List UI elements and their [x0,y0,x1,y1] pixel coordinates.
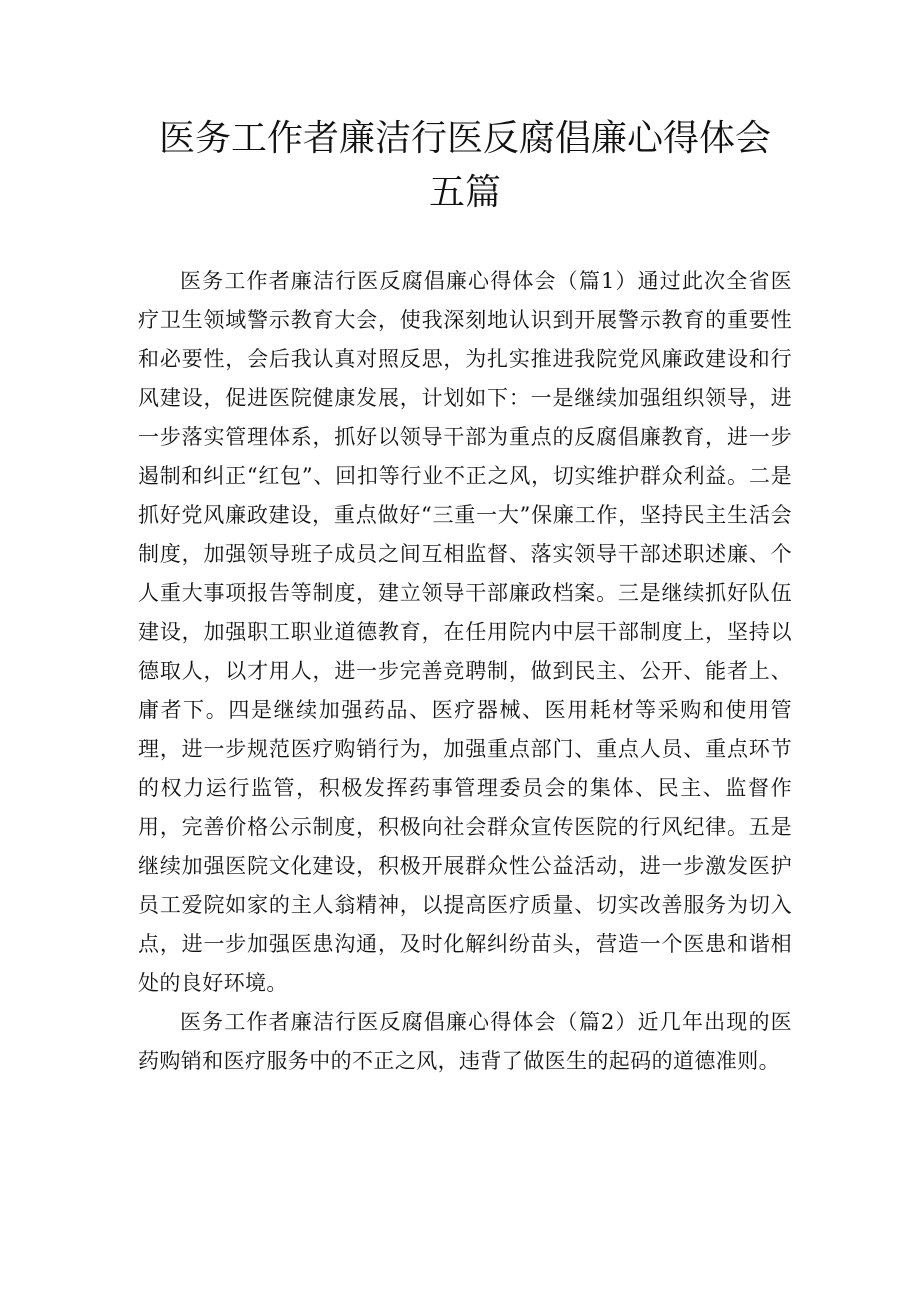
paragraph-2: 医务工作者廉洁行医反腐倡廉心得体会（篇2）近几年出现的医药购销和医疗服务中的不正之风，违背了做医生的起码的道德准则。 [138,1010,792,1073]
document-title: 医务工作者廉洁行医反腐倡廉心得体会五篇 [158,118,771,213]
paragraph-1: 医务工作者廉洁行医反腐倡廉心得体会（篇1）通过此次全省医疗卫生领域警示教育大会，使我深刻地认识到开展警示教育的重要性和必要性，会后我认真对照反思，为扎实推进我院党风廉政建设和行风建设，促进医院健康发展，计划如下：一是继续加强组织领导，进一步落实管理体系，抓好以领导干部为重点的反腐倡廉教育，进一步遏制和纠正“红包”、回扣等行业不正之风，切实维护群众利益。二是抓好党风廉政建设，重点做好“三重一大”保廉工作，坚持民主生活会制度，加强领导班子成员之间互相监督、落实领导干部述职述廉、个人重大事项报告等制度，建立领导干部廉政档案。三是继续抓好队伍建设，加强职工职业道德教育，在任用院内中层干部制度上，坚持以德取人，以才用人，进一步完善竞聘制，做到民主、公开、能者上、庸者下。四是继续加强药品、医疗器械、医用耗材等采购和使用管理，进一步规范医疗购销行为，加强重点部门、重点人员、重点环节的权力运行监管，积极发挥药事管理委员会的集体、民主、监督作用，完善价格公示制度，积极向社会群众宣传医院的行风纪律。五是继续加强医院文化建设，积极开展群众性公益活动，进一步激发医护员工爱院如家的主人翁精神，以提高医疗质量、切实改善服务为切入点，进一步加强医患沟通，及时化解纠纷苗头，营造一个医患和谐相处的良好环境。 [138,269,792,995]
